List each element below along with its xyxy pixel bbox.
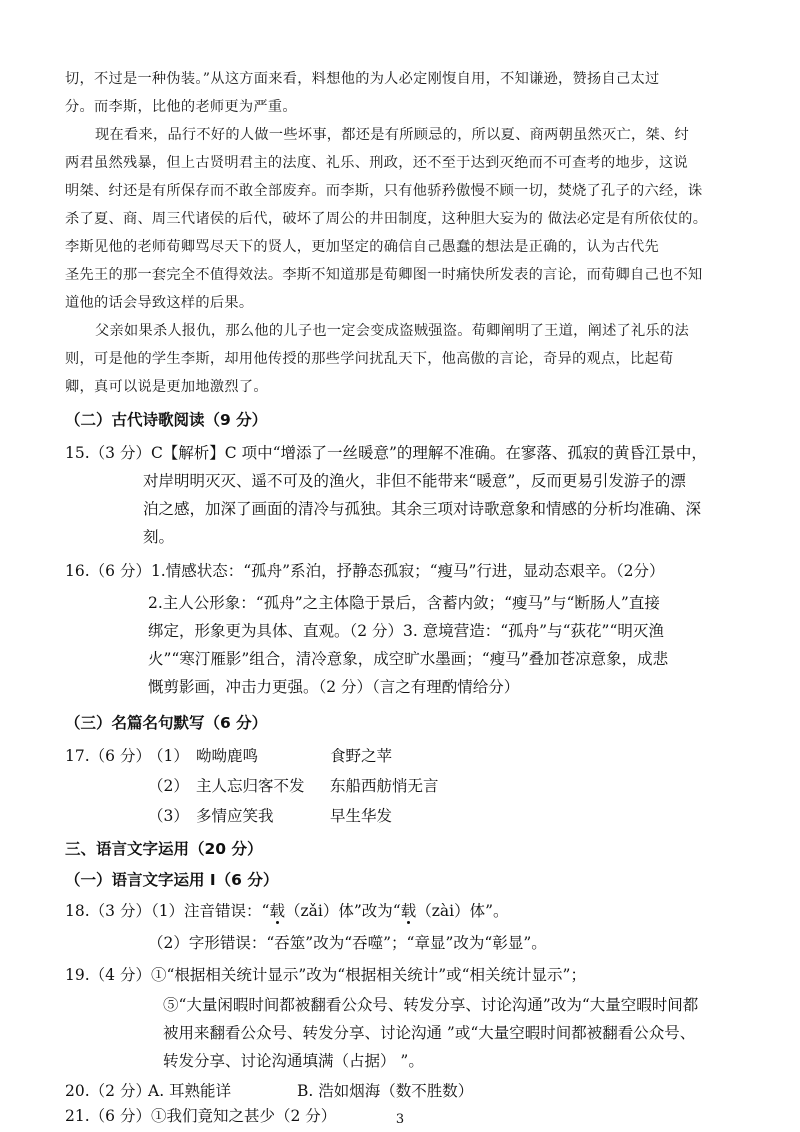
q17-answer: 主人忘归客不发 — [196, 777, 305, 795]
q15-line: 刻。 — [143, 528, 175, 546]
translation-line: 则，可是他的学生李斯，却用他传授的那些学问扰乱天下，他高傲的言论，奇异的观点，比起荀 — [65, 351, 674, 367]
q15-line: 泊之感，加深了画面的清冷与孤独。其余三项对诗歌意象和情感的分析均准确、深 — [143, 500, 702, 518]
translation-line: 父亲如果杀人报仇，那么他的儿子也一定会变成盗贼强盗。荀卿阐明了王道，阐述了礼乐的法 — [95, 323, 689, 339]
q17-answer: 东船西舫悄无言 — [330, 777, 439, 795]
q20-answer-b: B. 浩如烟海（数不胜数） — [297, 1082, 474, 1100]
q17-answer: 食野之苹 — [330, 747, 393, 765]
translation-line: 切，不过是一种伪装。”从这方面来看，料想他的为人必定刚愎自用，不知谦逊，赞扬自己太过 — [65, 71, 660, 87]
translation-line: 明桀、纣还是有所保存而不敢全部废弃。而李斯，只有他骄矜傲慢不顾一切，焚烧了孔子的六经，诛 — [65, 183, 703, 199]
q17-prefix: 17.（6 分） — [65, 747, 151, 765]
q20-prefix: 20.（2 分） — [65, 1082, 151, 1100]
q16-line: 火”“寒汀雁影”组合，清冷意象，成空旷水墨画；“瘦马”叠加苍凉意象，成悲 — [148, 650, 669, 668]
q18-text: （zài）体”。 — [416, 902, 509, 920]
translation-line: 两君虽然残暴，但上古贤明君主的法度、礼乐、刑政，还不至于达到灭绝而不可查考的地步，这说 — [65, 155, 688, 171]
q18-line-1 — [65, 900, 509, 922]
q17-answer: 早生华发 — [330, 807, 393, 825]
q18-line-2: （2）字形错误：“吞筮”改为“吞噬”；“章显”改为“彰显”。 — [148, 934, 547, 952]
q18-text: （zǎi）体”改为“ — [285, 902, 401, 920]
q17-row-num: （3） — [148, 807, 189, 825]
q17-row-num: （1） — [148, 747, 189, 765]
q20-answer-a: A. 耳熟能详 — [148, 1082, 232, 1100]
q19-line: 19.（4 分）①“根据相关统计显示”改为“根据相关统计”或“相关统计显示”； — [65, 966, 586, 984]
q19-line: ⑤“大量闲暇时间都被翻看公众号、转发分享、讨论沟通”改为“大量空暇时间都 — [163, 996, 699, 1014]
q15-line: 15.（3 分）C【解析】C 项中“增添了一丝暖意”的理解不准确。在寥落、孤寂的黄昏江景中， — [65, 444, 707, 462]
translation-line: 现在看来，品行不好的人做一些坏事，都还是有所顾忌的，所以夏、商两朝虽然灭亡，桀、纣 — [95, 127, 689, 143]
sub-heading-language-i: （一）语言文字运用 I（6 分） — [65, 871, 279, 889]
page-number: 3 — [395, 1112, 405, 1127]
section-heading-language: 三、语言文字运用（20 分） — [65, 840, 263, 858]
q17-answer: 多情应笑我 — [196, 807, 274, 825]
q21-line: 21.（6 分）①我们竟知之甚少（2 分） — [65, 1107, 337, 1125]
q16-line: 绑定，形象更为具体、直观。（2 分）3. 意境营造：“孤舟”与“荻花”“明灭渔 — [148, 622, 664, 640]
translation-line: 卿，真可以说是更加地激烈了。 — [65, 379, 268, 395]
q18-char-error: 载 — [269, 902, 285, 920]
q15-line: 对岸明明灭灭、遥不可及的渔火，非但不能带来“暖意”，反而更易引发游子的漂 — [143, 472, 686, 490]
q18-text: 18.（3 分）（1）注音错误：“ — [65, 902, 270, 920]
q16-line: 慨剪影画，冲击力更强。（2 分）（言之有理酌情给分） — [148, 678, 520, 696]
q17-row-num: （2） — [148, 777, 189, 795]
q19-line: 被用来翻看公众号、转发分享、讨论沟通 ”或“大量空暇时间都被翻看公众号、 — [163, 1024, 696, 1042]
section-heading-dictation: （三）名篇名句默写（6 分） — [65, 714, 268, 732]
translation-line: 道他的话会导致这样的后果。 — [65, 295, 254, 311]
translation-line: 圣先王的那一套完全不值得效法。李斯不知道那是荀卿图一时痛快所发表的言论，而荀卿自己也不知 — [65, 267, 703, 283]
section-heading-poetry: （二）古代诗歌阅读（9 分） — [65, 411, 268, 429]
q19-line: 转发分享、讨论沟通填满（占据） ”。 — [163, 1052, 424, 1070]
q16-line: 16.（6 分）1.情感状态：“孤舟”系泊，抒静态孤寂；“瘦马”行进，显动态艰辛。（2分） — [65, 562, 665, 580]
translation-line: 分。而李斯，比他的老师更为严重。 — [65, 99, 297, 115]
translation-line: 李斯见他的老师荀卿骂尽天下的贤人，更加坚定的确信自己愚蠢的想法是正确的，认为古代先 — [65, 239, 659, 255]
q18-char-fixed: 载 — [400, 902, 417, 920]
q16-line: 2.主人公形象：“孤舟”之主体隐于景后，含蓄内敛；“瘦马”与“断肠人”直接 — [148, 594, 660, 612]
translation-line: 杀了夏、商、周三代诸侯的后代，破坏了周公的井田制度，这种胆大妄为的 做法必定是有所依仗的。 — [65, 211, 708, 227]
q17-answer: 呦呦鹿鸣 — [196, 747, 259, 765]
